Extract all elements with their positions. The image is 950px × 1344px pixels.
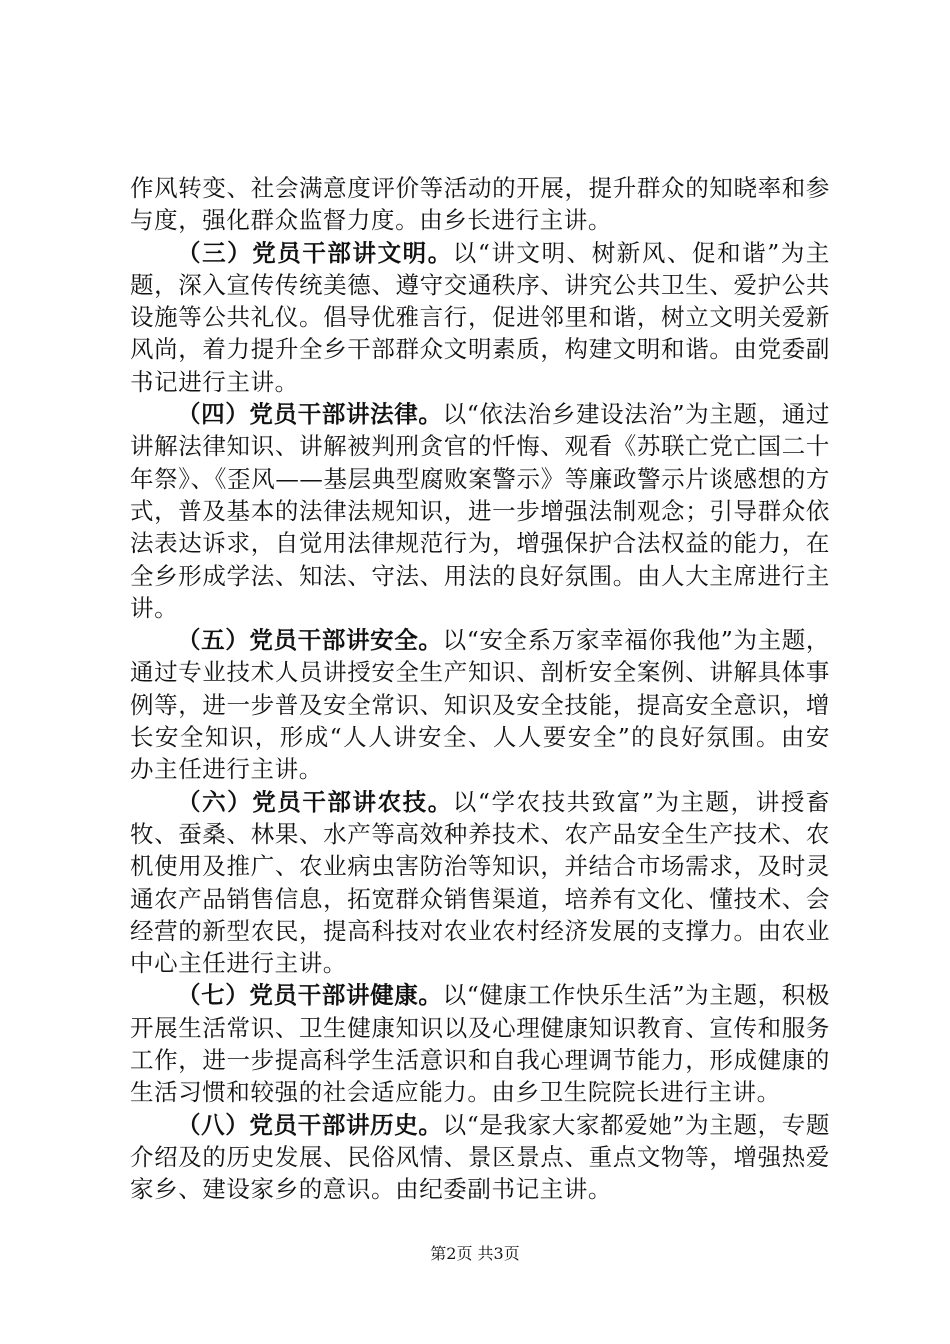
page-number-label: 第2页 共3页 xyxy=(430,1244,520,1263)
paragraph-text: 以“健康工作快乐生活”为主题，积极开展生活常识、卫生健康知识以及心理健康知识教育、宣传和服务工作，进一步提高科学生活意识和自我心理调节能力，形成健康的生活习惯和较强的社会适应能力。由乡卫生院院长进行主讲。 xyxy=(130,981,830,1107)
paragraph-text: 作风转变、社会满意度评价等活动的开展，提升群众的知晓率和参与度，强化群众监督力度。由乡长进行主讲。 xyxy=(130,174,830,235)
paragraph-text: 以“安全系万家幸福你我他”为主题，通过专业技术人员讲授安全生产知识、剖析安全案例、讲解具体事例等，进一步普及安全常识、知识及安全技能，提高安全意识，增长安全知识，形成“人人讲安全、人人要安全”的良好氛围。由安办主任进行主讲。 xyxy=(130,626,830,784)
paragraph-history xyxy=(130,1109,830,1206)
paragraph-text: 以“是我家大家都爱她”为主题，专题介绍及的历史发展、民俗风情、景区景点、重点文物等，增强热爱家乡、建设家乡的意识。由纪委副书记主讲。 xyxy=(130,1110,830,1204)
paragraph-law xyxy=(130,398,830,624)
paragraph-health xyxy=(130,979,830,1108)
paragraph-text: 以“讲文明、树新风、促和谐”为主题，深入宣传传统美德、遵守交通秩序、讲究公共卫生、爱护公共设施等公共礼仪。倡导优雅言行，促进邻里和谐，树立文明关爱新风尚，着力提升全乡干部群众文明素质，构建文明和谐。由党委副书记进行主讲。 xyxy=(130,238,830,396)
paragraph-heading: （八）党员干部讲历史。 xyxy=(177,1110,443,1139)
paragraph-text: 以“学农技共致富”为主题，讲授畜牧、蚕桑、林果、水产等高效种养技术、农产品安全生产技术、农机使用及推广、农业病虫害防治等知识，并结合市场需求，及时灵通农产品销售信息，拓宽群众销售渠道，培养有文化、懂技术、会经营的新型农民，提高科技对农业农村经济发展的支撑力。由农业中心主任进行主讲。 xyxy=(130,787,830,978)
paragraph-heading: （六）党员干部讲农技。 xyxy=(177,787,453,816)
paragraph-agritech xyxy=(130,786,830,980)
paragraph-continuation xyxy=(130,172,830,237)
paragraph-heading: （七）党员干部讲健康。 xyxy=(177,981,443,1010)
paragraph-heading: （三）党员干部讲文明。 xyxy=(177,238,453,267)
paragraph-text: 以“依法治乡建设法治”为主题，通过讲解法律知识、讲解被判刑贪官的忏悔、观看《苏联亡党亡国二十年祭》、《歪风——基层典型腐败案警示》等廉政警示片谈感想的方式，普及基本的法律法规知识，进一步增强法制观念；引导群众依法表达诉求，自觉用法律规范行为，增强保护合法权益的能力，在全乡形成学法、知法、守法、用法的良好氛围。由人大主席进行主讲。 xyxy=(130,400,830,622)
page-footer xyxy=(0,1243,950,1265)
paragraph-safety xyxy=(130,624,830,785)
paragraph-heading: （五）党员干部讲安全。 xyxy=(177,626,443,655)
paragraph-civility xyxy=(130,237,830,398)
paragraph-heading: （四）党员干部讲法律。 xyxy=(177,400,443,429)
document-body xyxy=(130,172,830,1206)
